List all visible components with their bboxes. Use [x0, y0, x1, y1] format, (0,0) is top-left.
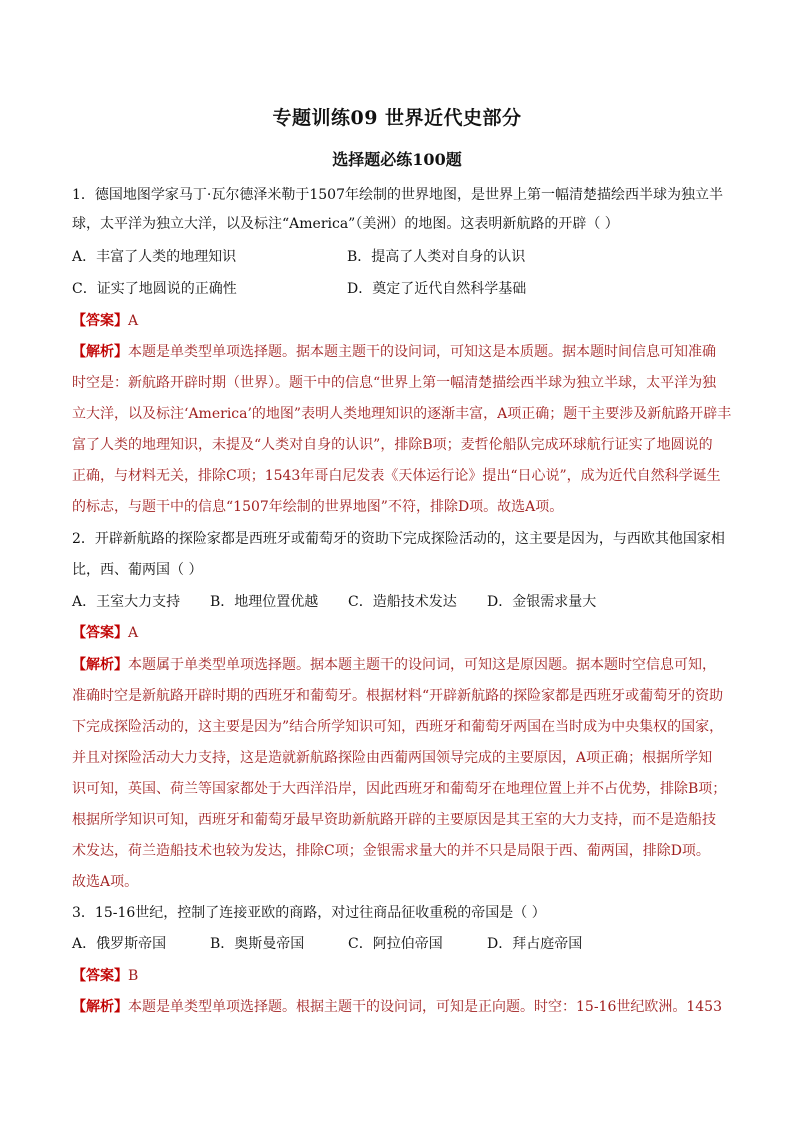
- document-subtitle: 选择题必练100题: [332, 150, 462, 169]
- q2-analysis-line-1: [72, 655, 740, 675]
- q2-answer: [72, 623, 740, 643]
- analysis-tag: 【解析】: [72, 999, 128, 1015]
- analysis-text: 本题属于单类型单项选择题。据本题主题干的设问词，可知这是原因题。据本题时空信息可知，: [128, 657, 716, 673]
- q3-option-a: A．俄罗斯帝国: [72, 936, 167, 952]
- q1-analysis-line-4: 富了人类的地理知识，未提及“人类对自身的认识”，排除B项；麦哲伦船队完成环球航行证实了地圆说的: [72, 437, 713, 453]
- analysis-tag: 【解析】: [72, 344, 128, 360]
- q3-answer: [72, 966, 740, 986]
- q2-analysis-line-4: 并且对探险活动大力支持，这是造就新航路探险由西葡两国领导完成的主要原因，A项正确；根据所学知: [72, 750, 713, 766]
- answer-value: A: [128, 625, 139, 641]
- q1-option-d: D．奠定了近代自然科学基础: [347, 281, 527, 297]
- q2-analysis-line-3: 下完成探险活动的，这主要是因为”结合所学知识可知，西班牙和葡萄牙两国在当时成为中央集权的国家，: [72, 719, 724, 735]
- q3-option-d: D．拜占庭帝国: [487, 936, 583, 952]
- q2-analysis-line-7: 术发达，荷兰造船技术也较为发达，排除C项；金银需求量大的并不只是局限于西、葡两国，排除D项。: [72, 843, 710, 859]
- answer-tag: 【答案】: [72, 625, 128, 641]
- q2-option-b: B．地理位置优越: [210, 594, 319, 610]
- analysis-text: 本题是单类型单项选择题。根据主题干的设问词，可知是正向题。时空：15-16世纪欧洲。1453: [128, 999, 722, 1015]
- answer-tag: 【答案】: [72, 968, 128, 984]
- document-title: 专题训练09 世界近代史部分: [272, 107, 522, 129]
- q1-analysis-line-2: 时空是：新航路开辟时期（世界）。题干中的信息“世界上第一幅清楚描绘西半球为独立半球，太平洋为独: [72, 375, 717, 391]
- q1-answer: [72, 311, 740, 331]
- q1-stem-line-1: 1．德国地图学家马丁·瓦尔德泽米勒于1507年绘制的世界地图，是世界上第一幅清楚描绘西半球为独立半: [72, 187, 723, 203]
- q2-option-a: A．王室大力支持: [72, 594, 181, 610]
- q2-analysis-line-8: 故选A项。: [72, 874, 139, 890]
- q2-analysis-line-6: 根据所学知识可知，西班牙和葡萄牙最早资助新航路开辟的主要原因是其王室的大力支持，而不是造船技: [72, 812, 716, 828]
- q1-option-c: C．证实了地圆说的正确性: [72, 281, 237, 297]
- q1-analysis-line-5: 正确，与材料无关，排除C项；1543年哥白尼发表《天体运行论》提出“日心说”，成为近代自然科学诞生: [72, 468, 721, 484]
- q2-stem-line-2: 比，西、葡两国（ ）: [72, 562, 203, 578]
- q1-option-b: B．提高了人类对自身的认识: [347, 249, 526, 265]
- q1-option-a: A．丰富了人类的地理知识: [72, 249, 237, 265]
- analysis-text: 本题是单类型单项选择题。据本题主题干的设问词，可知这是本质题。据本题时间信息可知准确: [128, 344, 716, 360]
- answer-tag: 【答案】: [72, 313, 128, 329]
- answer-value: B: [128, 968, 139, 984]
- q2-analysis-line-5: 识可知，英国、荷兰等国家都处于大西洋沿岸，因此西班牙和葡萄牙在地理位置上并不占优势，排除B项；: [72, 781, 727, 797]
- q3-option-c: C．阿拉伯帝国: [348, 936, 443, 952]
- q2-option-c: C．造船技术发达: [348, 594, 457, 610]
- q1-analysis-line-1: [72, 342, 740, 362]
- q2-stem-line-1: 2．开辟新航路的探险家都是西班牙或葡萄牙的资助下完成探险活动的，这主要是因为，与西欧其他国家相: [72, 531, 725, 547]
- q3-stem-line-1: 3．15-16世纪，控制了连接亚欧的商路，对过往商品征收重税的帝国是（ ）: [72, 905, 546, 921]
- answer-value: A: [128, 313, 139, 329]
- analysis-tag: 【解析】: [72, 657, 128, 673]
- q2-analysis-line-2: 准确时空是新航路开辟时期的西班牙和葡萄牙。根据材料“开辟新航路的探险家都是西班牙或葡萄牙的资助: [72, 688, 724, 704]
- q2-option-d: D．金银需求量大: [487, 594, 597, 610]
- q3-analysis-line-1: [72, 997, 740, 1017]
- q3-option-b: B．奥斯曼帝国: [210, 936, 305, 952]
- q1-analysis-line-3: 立大洋，以及标注‘America’的地图”表明人类地理知识的逐渐丰富，A项正确；题干主要涉及新航路开辟丰: [72, 406, 732, 422]
- q1-stem-line-2: 球，太平洋为独立大洋，以及标注“America”（美洲）的地图。这表明新航路的开辟（ ）: [72, 216, 619, 232]
- q1-analysis-line-6: 的标志，与题干中的信息“1507年绘制的世界地图”不符，排除D项。故选A项。: [72, 499, 564, 515]
